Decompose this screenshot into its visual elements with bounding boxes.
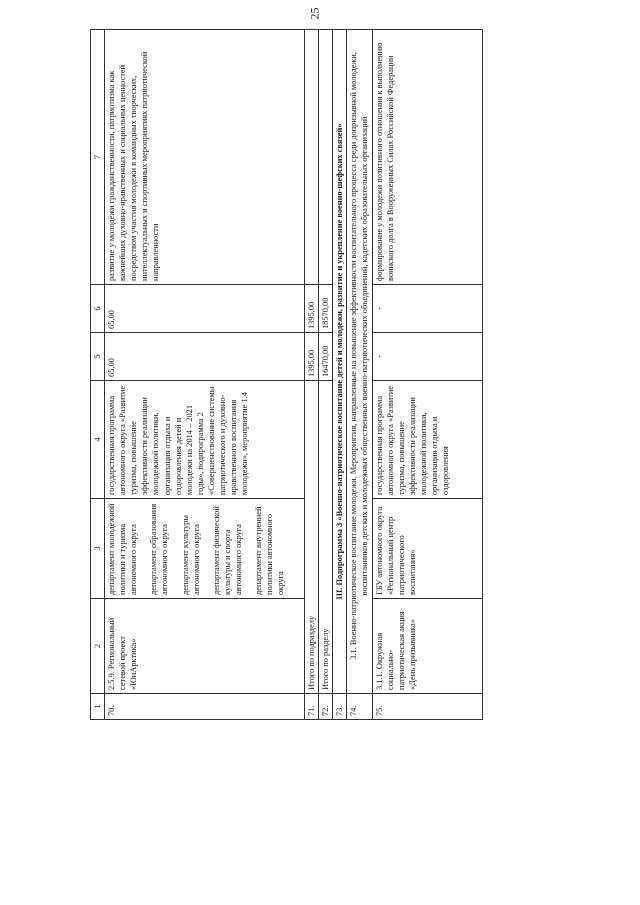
amount-col6: 65,00 <box>105 285 305 333</box>
event-name: 3.1.1. Окружная социально-патриотическая акция «День призывника» <box>372 599 482 694</box>
executor: департамент образования автономного округа <box>149 503 170 595</box>
row-number: 75. <box>372 694 482 720</box>
amount-col5: 16470,00 <box>319 333 333 381</box>
table-row-75 <box>372 30 482 720</box>
page-number: 25 <box>307 7 322 20</box>
expected-result: развитие у молодёжи гражданственности, патриотизма как важнейших духовно-нравственных и социальных ценностей посредством участия молодежи в командных творческих, интеллектуальных и спортивных мероприятиях патриотической направленности <box>105 30 305 285</box>
header-col-2: 2 <box>91 599 105 694</box>
header-row <box>91 30 105 720</box>
executors-cell <box>105 499 305 599</box>
header-col-4: 4 <box>91 381 105 499</box>
amount-col5: 65,00 <box>105 333 305 381</box>
event-name: 2.5.9. Региональный сетевой проект «ЮнАрктика» <box>105 599 305 694</box>
row-number: 72. <box>319 694 333 720</box>
row-number: 73. <box>333 694 347 720</box>
executor: ГБУ автономного округа «Региональный центр патриотического воспитания» <box>372 499 482 599</box>
amount-col5: - <box>372 333 482 381</box>
section-heading: 3.1. Военно-патриотическое воспитание молодежи. Мероприятия, направленные на повышение эффективности воспитательного процесса среди допризывной молодежи, воспитанников детских и молодежных общественных военно-патриотических объединений, кадетских образовательных организаций <box>347 30 372 694</box>
executor: департамент молодёжной политики и туризма автономного округа <box>107 503 139 595</box>
header-col-3: 3 <box>91 499 105 599</box>
executor: департамент культуры автономного округа <box>180 515 201 595</box>
program-reference: государственная программа автономного округа «Развитие туризма, повышение эффективности реализации молодежной политики, организация отдыха и оздоровления <box>372 381 482 499</box>
expected-result: формирование у молодежи позитивного отношения к выполнению воинского долга в Вооруженных Силах Российской Федерации <box>372 30 482 285</box>
table-row-70 <box>105 30 305 720</box>
events-table <box>90 29 483 720</box>
executor: департамент внутренней политики автономного округа <box>254 506 286 595</box>
header-col-5: 5 <box>91 333 105 381</box>
program-reference: государственная программа автономного округа «Развитие туризма, повышение эффективности реализации молодежной политики, организация отдыха и оздоровления детей и молодежи на 2014 – 2021 годы», подпрограмма 2 «Совершенствование системы патриотического и духовно-нравственного воспитания молодежи», мероприятие 1.4 <box>105 381 305 499</box>
header-col-1: 1 <box>91 694 105 720</box>
empty-cell <box>319 30 333 285</box>
document-table-sheet <box>90 30 538 720</box>
header-col-7: 7 <box>91 30 105 285</box>
amount-col6: 1395,00 <box>305 285 319 333</box>
table-row-73 <box>333 30 347 720</box>
amount-col6: - <box>372 285 482 333</box>
subtotal-label: Итого по подразделу <box>305 381 319 694</box>
executor: департамент физической культуры и спорта автономного округа <box>211 506 243 595</box>
subprogram-heading: III. Подпрограмма 3 «Военно-патриотическое воспитание детей и молодежи, развитие и укрепление военно-шефских связей» <box>333 30 347 694</box>
amount-col6: 18570,00 <box>319 285 333 333</box>
header-col-6: 6 <box>91 285 105 333</box>
table-row-74 <box>347 30 372 720</box>
table-row-72 <box>319 30 333 720</box>
row-number: 71. <box>305 694 319 720</box>
row-number: 74. <box>347 694 372 720</box>
total-label: Итого по разделу <box>319 381 333 694</box>
row-number: 70. <box>105 694 305 720</box>
amount-col5: 1395,00 <box>305 333 319 381</box>
empty-cell <box>305 30 319 285</box>
table-row-71 <box>305 30 319 720</box>
